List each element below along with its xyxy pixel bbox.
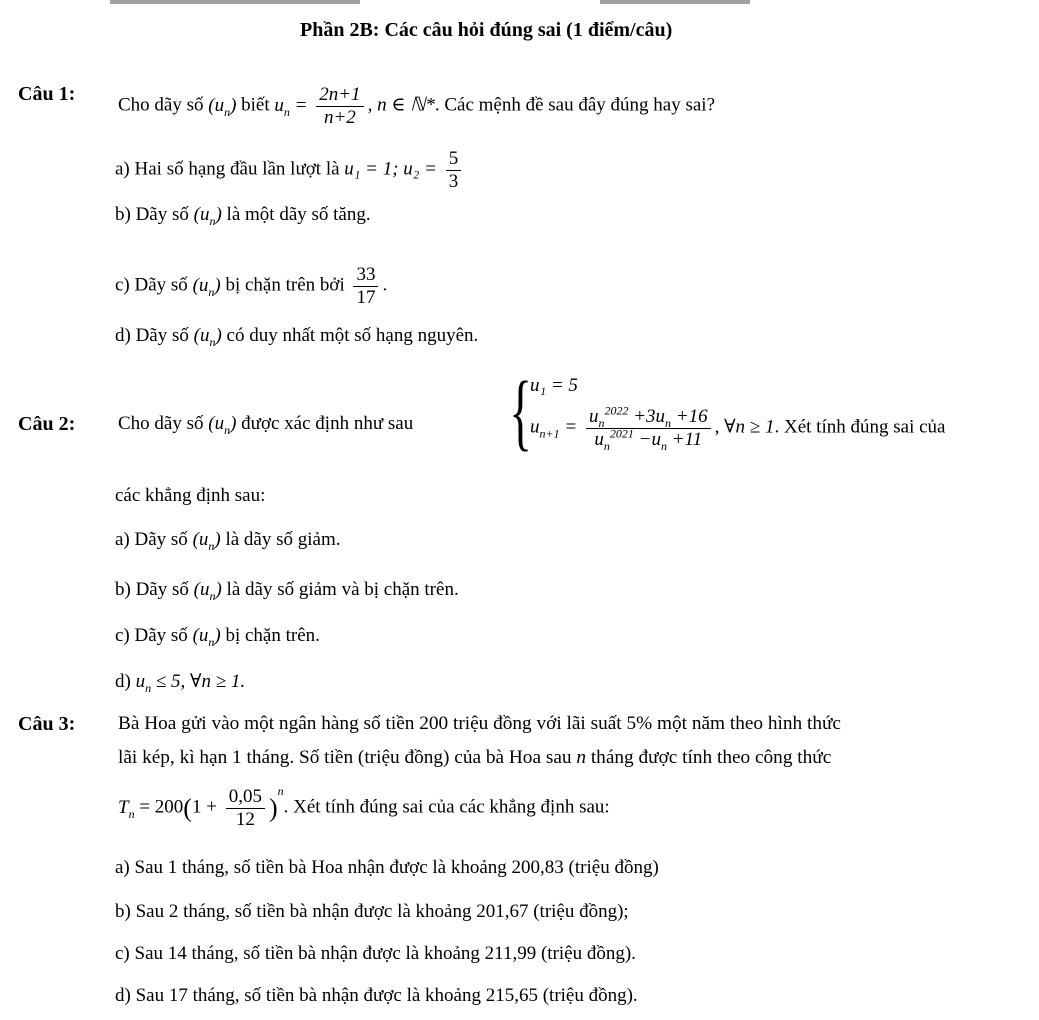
q3-label: Câu 3: <box>18 713 76 735</box>
q2-option-c: c) Dãy số $(u_n)$ bị chặn trên. <box>115 625 320 649</box>
q1-option-a: a) Hai số hạng đầu lần lượt là u₁ = 1; u₂ = $\frac{5}{3}$ <box>115 148 465 193</box>
q1-option-b: b) Dãy số $(u_n)$ là một dãy số tăng. <box>115 204 371 228</box>
q2-recurrence-fraction: $\frac{u_n^{2022} +3u_n +16}{u_n^{2021} -u_n +11}$ <box>586 406 711 451</box>
q3-option-b: b) Sau 2 tháng, số tiền bà nhận được là khoảng 201,67 (triệu đồng); <box>115 901 629 922</box>
q1-c-fraction: $\frac{33}{17}$ <box>353 264 378 309</box>
q3-line2: lãi kép, kì hạn 1 tháng. Số tiền (triệu đồng) của bà Hoa sau n tháng được tính theo công thức <box>118 747 832 768</box>
section-title: Phần 2B: Các câu hỏi đúng sai (1 điểm/câu) <box>300 19 673 41</box>
q2-option-d: d) $u_n \le 5$, ∀n ≥ 1. <box>115 671 246 695</box>
q3-rate-fraction: $\frac{0,05}{12}$ <box>226 786 265 831</box>
q3-formula: $T_n = 200(1$ + $\frac{0,05}{12}$ )$^n$. Xét tính đúng sai của các khẳng định sau: <box>118 784 610 830</box>
q1-label: Câu 1: <box>18 83 76 105</box>
q1-stem: Cho dãy số $(u_n)$ biết $u_n$ = $\frac{2n+1}{n+2}$ , n ∈ ℕ*. Các mệnh đề sau đây đúng hay sai? <box>118 84 716 128</box>
q2-option-a: a) Dãy số $(u_n)$ là dãy số giảm. <box>115 529 341 553</box>
q2-system-top: u₁ = 5 <box>530 375 578 396</box>
q2-label: Câu 2: <box>18 413 76 435</box>
cropped-top-line-right <box>600 0 750 4</box>
q2-system-recurrence: $u_{n+1}$ = $\frac{u_n^{2022} +3u_n +16}{u_n^{2021} -u_n +11}$ , ∀n ≥ 1. Xét tính đúng sai của <box>530 403 946 453</box>
q1-option-d: d) Dãy số $(u_n)$ có duy nhất một số hạng nguyên. <box>115 325 479 349</box>
q2-system-brace: { <box>509 363 532 459</box>
q3-option-d: d) Sau 17 tháng, số tiền bà nhận được là khoảng 215,65 (triệu đồng). <box>115 985 638 1006</box>
cropped-top-line-left <box>110 0 360 4</box>
q1-fraction: $\frac{2n+1}{n+2}$ <box>316 84 363 129</box>
q3-line1: Bà Hoa gửi vào một ngân hàng số tiền 200 triệu đồng với lãi suất 5% một năm theo hình thức <box>118 713 841 734</box>
q1-option-c: c) Dãy số $(u_n)$ bị chặn trên bởi $\frac{33}{17}$ . <box>115 264 388 308</box>
q3-option-c: c) Sau 14 tháng, số tiền bà nhận được là khoảng 211,99 (triệu đồng). <box>115 943 636 964</box>
q2-option-b: b) Dãy số $(u_n)$ là dãy số giảm và bị chặn trên. <box>115 579 459 603</box>
q1-seq: $(u_n)$ <box>208 94 237 119</box>
q1-a-fraction: $\frac{5}{3}$ <box>446 148 462 193</box>
q2-stem-line2: các khẳng định sau: <box>115 485 266 506</box>
q3-option-a: a) Sau 1 tháng, số tiền bà Hoa nhận được là khoảng 200,83 (triệu đồng) <box>115 857 659 878</box>
q2-stem-pre: Cho dãy số $(u_n)$ được xác định như sau <box>118 413 414 437</box>
